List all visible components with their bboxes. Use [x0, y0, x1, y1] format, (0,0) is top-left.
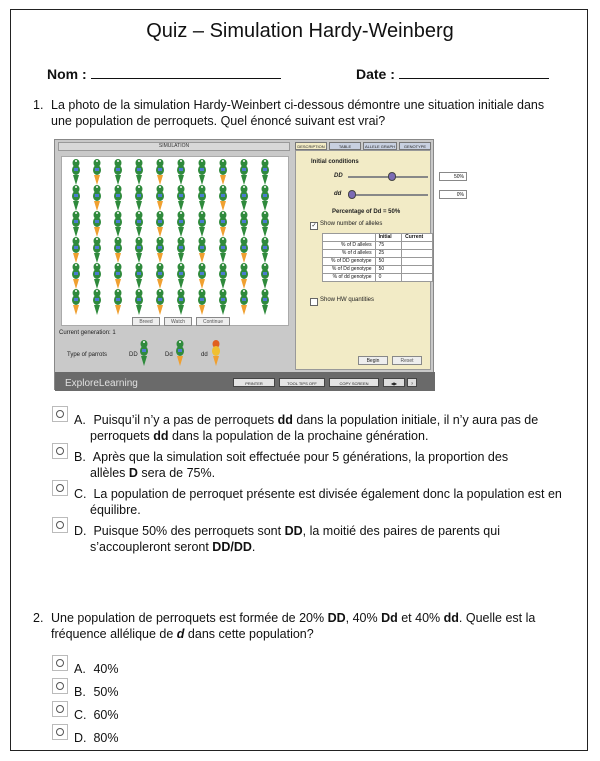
radio-button[interactable] — [52, 678, 68, 694]
q1-option-d[interactable]: D. Puisque 50% des perroquets sont DD, la moitié des paires de parents qui s’accoupleront seront DD/DD. — [52, 517, 582, 551]
parrot-type-dd-lower: dd — [201, 352, 208, 358]
parrot-icon — [134, 288, 144, 318]
parrot-icon — [71, 288, 81, 318]
q2-option-d[interactable]: D. 80% — [52, 724, 252, 744]
show-hw-label: Show HW quantities — [320, 297, 375, 303]
table-row: % of DD genotype 50 — [323, 258, 433, 266]
show-alleles-label: Show number of alleles — [320, 221, 383, 227]
parrot-icon — [239, 288, 249, 318]
radio-button[interactable] — [52, 406, 68, 422]
dd-lower-value[interactable]: 0% — [439, 190, 467, 199]
q2-option-a[interactable]: A. 40% — [52, 655, 252, 675]
parrot-icon — [260, 288, 270, 318]
tab-genotype-graph[interactable]: GENOTYPE — [399, 142, 431, 150]
continue-button[interactable]: Continue — [196, 317, 230, 326]
tab-description[interactable]: DESCRIPTION — [295, 142, 327, 150]
current-generation: Current generation: 1 — [59, 330, 116, 336]
copy-screen-button[interactable]: COPY SCREEN — [329, 378, 379, 387]
table-row: % of D alleles 75 — [323, 242, 433, 250]
simulation-tabs — [295, 142, 431, 150]
tool-tips-button[interactable]: TOOL TIPS OFF — [279, 378, 325, 387]
radio-button[interactable] — [52, 701, 68, 717]
navigation-arrows-icon[interactable]: ◀▶ — [383, 378, 405, 387]
parrot-icon — [155, 288, 165, 318]
show-hw-checkbox[interactable] — [310, 298, 318, 306]
question-text: La photo de la simulation Hardy-Weinbert ci-dessous démontre une situation initiale dans une population de perroquets. Quel énoncé suivant est vrai? — [51, 98, 545, 128]
help-icon[interactable]: ? — [407, 378, 417, 387]
simulation-screenshot — [54, 139, 464, 390]
parrot-type-dd-het: Dd — [165, 352, 173, 358]
table-row: % of dd genotype 0 — [323, 274, 433, 282]
date-field — [356, 66, 549, 82]
breed-button[interactable]: Breed — [132, 317, 160, 326]
parrot-icon — [176, 288, 186, 318]
dd-lower-slider-track[interactable] — [348, 194, 428, 196]
watch-button[interactable]: Watch — [164, 317, 192, 326]
begin-button[interactable]: Begin — [358, 356, 388, 365]
radio-button[interactable] — [52, 724, 68, 740]
parrot-icon — [92, 288, 102, 318]
parrot-icon — [197, 288, 207, 318]
parrot-icon — [113, 288, 123, 318]
name-input-line[interactable] — [91, 66, 281, 79]
name-field — [47, 66, 281, 82]
printer-button[interactable]: PRINTER — [233, 378, 275, 387]
explorelearning-logo: ExploreLearning — [65, 378, 138, 389]
parrot-type-dd-upper: DD — [129, 352, 138, 358]
legend-parrot-icon — [211, 339, 221, 369]
date-label: Date : — [356, 66, 395, 82]
dd-upper-value[interactable]: 50% — [439, 172, 467, 181]
question-2 — [33, 610, 573, 644]
initial-conditions-heading: Initial conditions — [311, 159, 359, 165]
radio-button[interactable] — [52, 655, 68, 671]
page-title: Quiz – Simulation Hardy-Weinberg — [146, 20, 454, 42]
table-row: % of Dd genotype 50 — [323, 266, 433, 274]
question-text: Une population de perroquets est formée de 20% DD, 40% Dd et 40% dd. Quelle est la fréquence allélique de d dans cette population? — [51, 611, 536, 641]
table-row: % of d alleles 25 — [323, 250, 433, 258]
q2-option-b[interactable]: B. 50% — [52, 678, 252, 698]
legend-parrot-icon — [139, 339, 149, 369]
q1-option-c[interactable]: C. La population de perroquet présente est divisée également donc la population est en équilibre. — [52, 480, 582, 514]
q2-option-c[interactable]: C. 60% — [52, 701, 252, 721]
dd-upper-slider-thumb[interactable] — [388, 172, 396, 181]
q1-option-a[interactable]: A. Puisqu’il n’y a pas de perroquets dd dans la population initiale, il n’y aura pas de perroquets dd dans la population de la prochaine génération. — [52, 406, 582, 440]
question-number: 2. — [33, 611, 44, 625]
dd-upper-slider-label: DD — [334, 173, 343, 179]
radio-button[interactable] — [52, 480, 68, 496]
show-alleles-checkbox[interactable]: ✓ — [311, 223, 317, 229]
type-of-parrots-label: Type of parrots — [67, 352, 108, 358]
dd-lower-slider-label: dd — [334, 191, 342, 197]
reset-button[interactable]: Reset — [392, 356, 422, 365]
q1-option-b[interactable]: B. Après que la simulation soit effectuée pour 5 générations, la proportion des allèles D sera de 75%. — [52, 443, 582, 477]
table-row: Initial Current — [323, 234, 433, 242]
radio-button[interactable] — [52, 517, 68, 533]
question-number: 1. — [33, 98, 44, 112]
percentage-dd-label: Percentage of Dd = 50% — [332, 209, 401, 215]
parrot-icon — [218, 288, 228, 318]
name-label: Nom : — [47, 66, 87, 82]
simulation-tab: SIMULATION — [58, 142, 290, 151]
tab-allele-graph[interactable]: ALLELE GRAPH — [364, 144, 395, 149]
allele-table — [322, 233, 433, 282]
date-input-line[interactable] — [399, 66, 549, 79]
radio-button[interactable] — [52, 443, 68, 459]
tab-table[interactable]: TABLE — [329, 142, 361, 150]
question-1 — [33, 97, 573, 131]
legend-parrot-icon — [175, 339, 185, 369]
dd-lower-slider-thumb[interactable] — [348, 190, 356, 199]
